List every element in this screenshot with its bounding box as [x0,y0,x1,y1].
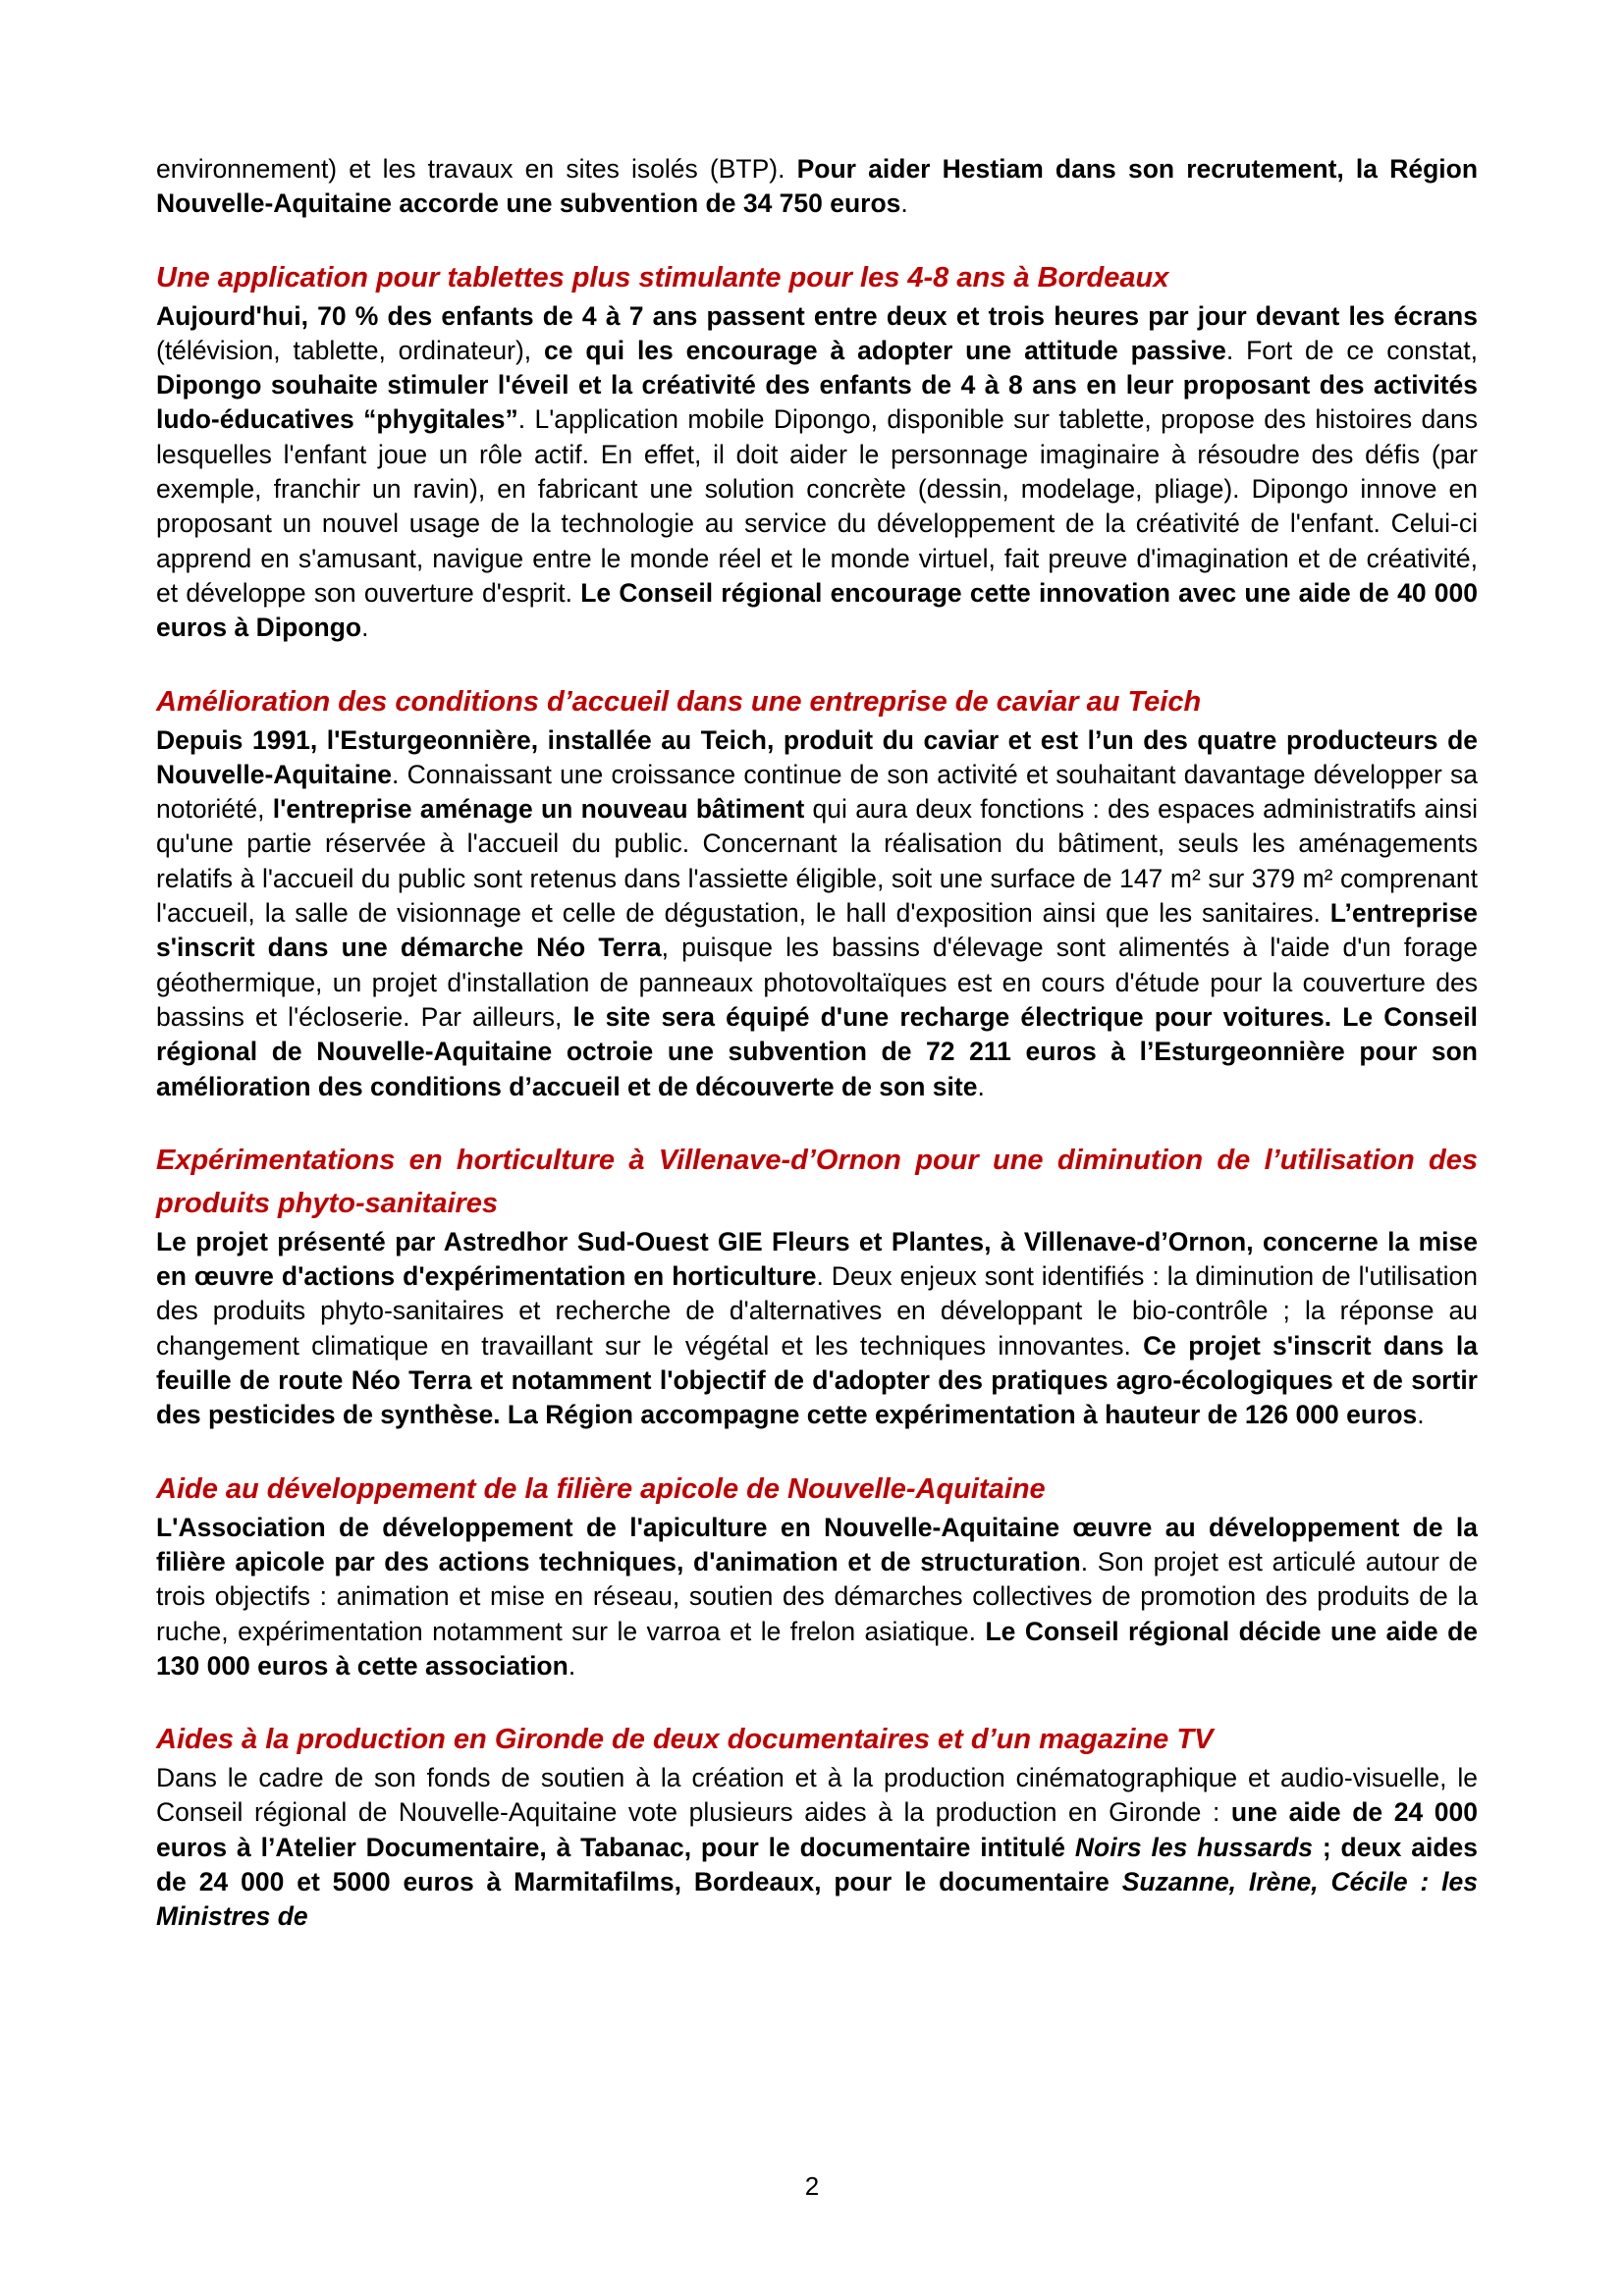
text: . L'application mobile Dipongo, disponible sur tablette, propose des histoires dans lesquelles l'enfant joue un rôle actif. En effet, il doit aider le personnage imaginaire à résoudre des défis (par exemple, franchir un ravin), en fabricant une solution concrète (dessin, modelage, pliage). Dipongo innove en proposant un nouvel usage de la technologie au service du développement de la créativité de l'enfant. Celui-ci apprend en s'amusant, navigue entre le monde réel et le monde virtuel, fait preuve d'imagination et de créativité, et développe son ouverture d'esprit. [156,404,1478,608]
text: (télévision, tablette, ordinateur), [156,335,545,365]
text: qui aura deux fonctions : des espaces administratifs ainsi qu'une partie réservée à l'accueil du public. Concernant la réalisation du bâtiment, seuls les aménagements relatifs à l'accueil du public sont retenus dans l'assiette éligible, soit une surface de 147 m² sur 379 m² comprenant l'accueil, la salle de visionnage et celle de dégustation, le hall d'exposition ainsi que les sanitaires. [156,794,1479,929]
text: Dans le cadre de son fonds de soutien à la création et à la production cinématographique et audio-visuelle, le Conseil régional de Nouvelle-Aquitaine vote plusieurs aides à la production en Gironde : [156,1763,1478,1828]
bold-text: Pour aider Hestiam dans son recrutement, la Région Nouvelle-Aquitaine accorde une subvention de 34 750 euros [156,154,1478,219]
text: , puisque les bassins d'élevage sont alimentés à l'aide d'un forage géothermique, un projet d'installation de panneaux photovoltaïques est en cours d'étude pour la couverture des bassins et l'écloserie. Par ailleurs, [156,933,1479,1032]
bold-text: ce qui les encourage à adopter une attitude passive [544,335,1226,365]
section-paragraph-horticulture [156,1225,1478,1433]
text: . Connaissant une croissance continue de son activité et souhaitant davantage développer sa notoriété, [156,759,1478,825]
text: . [900,188,908,219]
bold-text: Ce projet s'inscrit dans la feuille de route Néo Terra et notamment l'objectif de d'adopter des pratiques agro-écologiques et de sortir des pesticides de synthèse. La Région accompagne cette expérimentation à hauteur de 126 000 euros [156,1330,1478,1430]
text: . [361,613,369,643]
bold-text: Le Conseil régional décide une aide de 130 000 euros à cette association [156,1616,1479,1681]
section-heading-horticulture: Expérimentations en horticulture à Villenave-d’Ornon pour une diminution de l’utilisation des produits phyto-sanitaires [156,1144,1478,1219]
page-number: 2 [804,2171,820,2201]
bold-text: L'Association de développement de l'apiculture en Nouvelle-Aquitaine œuvre au développement de la filière apicole par des actions techniques, d'animation et de structuration [156,1512,1478,1576]
section-heading-caviar: Amélioration des conditions d’accueil dans une entreprise de caviar au Teich [156,685,1202,718]
bold-text: le site sera équipé d'une recharge électrique pour voitures. Le Conseil régional de Nouvelle-Aquitaine octroie une subvention de 72 211 euros à l’Esturgeonnière pour son amélioration des conditions d’accueil et de découverte de son site [156,1001,1478,1101]
section-paragraph-caviar [156,723,1478,1104]
section-paragraph-apiculture [156,1511,1478,1683]
bold-text: l'entreprise aménage un nouveau bâtiment [272,794,805,825]
bold-text: L’entreprise s'inscrit dans une démarche Néo Terra [156,898,1478,963]
bold-text: Le Conseil régional encourage cette innovation avec une aide de 40 000 euros à Dipongo [156,577,1479,643]
section-heading-apiculture: Aide au développement de la filière apicole de Nouvelle-Aquitaine [156,1472,1046,1505]
text: . Deux enjeux sont identifiés : la diminution de l'utilisation des produits phyto-sanitaires et recherche de d'alternatives en développant le bio-contrôle ; la réponse au changement climatique en travaillant sur le végétal et les techniques innovantes. [156,1261,1479,1361]
italic-title-text: Suzanne, Irène, Cécile : les Ministres de [156,1866,1478,1932]
section-heading-dipongo: Une application pour tablettes plus stimulante pour les 4-8 ans à Bordeaux [156,261,1169,294]
bold-text: Depuis 1991, l'Esturgeonnière, installée au Teich, produit du caviar et est l’un des quatre producteurs de Nouvelle-Aquitaine [156,724,1478,789]
text: . [1417,1400,1425,1430]
text: . [977,1071,985,1101]
italic-title-text: Noirs les hussards [1074,1832,1314,1862]
section-paragraph-dipongo [156,299,1478,646]
section-heading-documentaires: Aides à la production en Gironde de deux documentaires et d’un magazine TV [156,1724,1214,1756]
text: . [568,1650,576,1681]
bold-text: Dipongo souhaite stimuler l'éveil et la créativité des enfants de 4 à 8 ans en leur proposant des activités ludo-éducatives “phygitales” [156,370,1478,435]
bold-text: Le projet présenté par Astredhor Sud-Ouest GIE Fleurs et Plantes, à Villenave-d’Ornon, concerne la mise en œuvre d'actions d'expérimentation en horticulture [156,1226,1478,1292]
document-page [156,152,1478,1935]
text: environnement) et les travaux en sites isolés (BTP). [156,154,797,184]
text: . Fort de ce constat, [1225,335,1479,365]
intro-paragraph [156,152,1478,222]
bold-text: ; deux aides de 24 000 et 5000 euros à Marmitafilms, Bordeaux, pour le documentaire [156,1832,1478,1896]
section-paragraph-documentaires [156,1761,1478,1934]
bold-text: une aide de 24 000 euros à l’Atelier Documentaire, à Tabanac, pour le documentaire intitulé [156,1797,1478,1862]
bold-text: Aujourd'hui, 70 % des enfants de 4 à 7 ans passent entre deux et trois heures par jour devant les écrans [156,300,1478,331]
text: . Son projet est articulé autour de trois objectifs : animation et mise en réseau, soutien des démarches collectives de promotion des produits de la ruche, expérimentation notamment sur le varroa et le frelon asiatique. [156,1546,1479,1646]
